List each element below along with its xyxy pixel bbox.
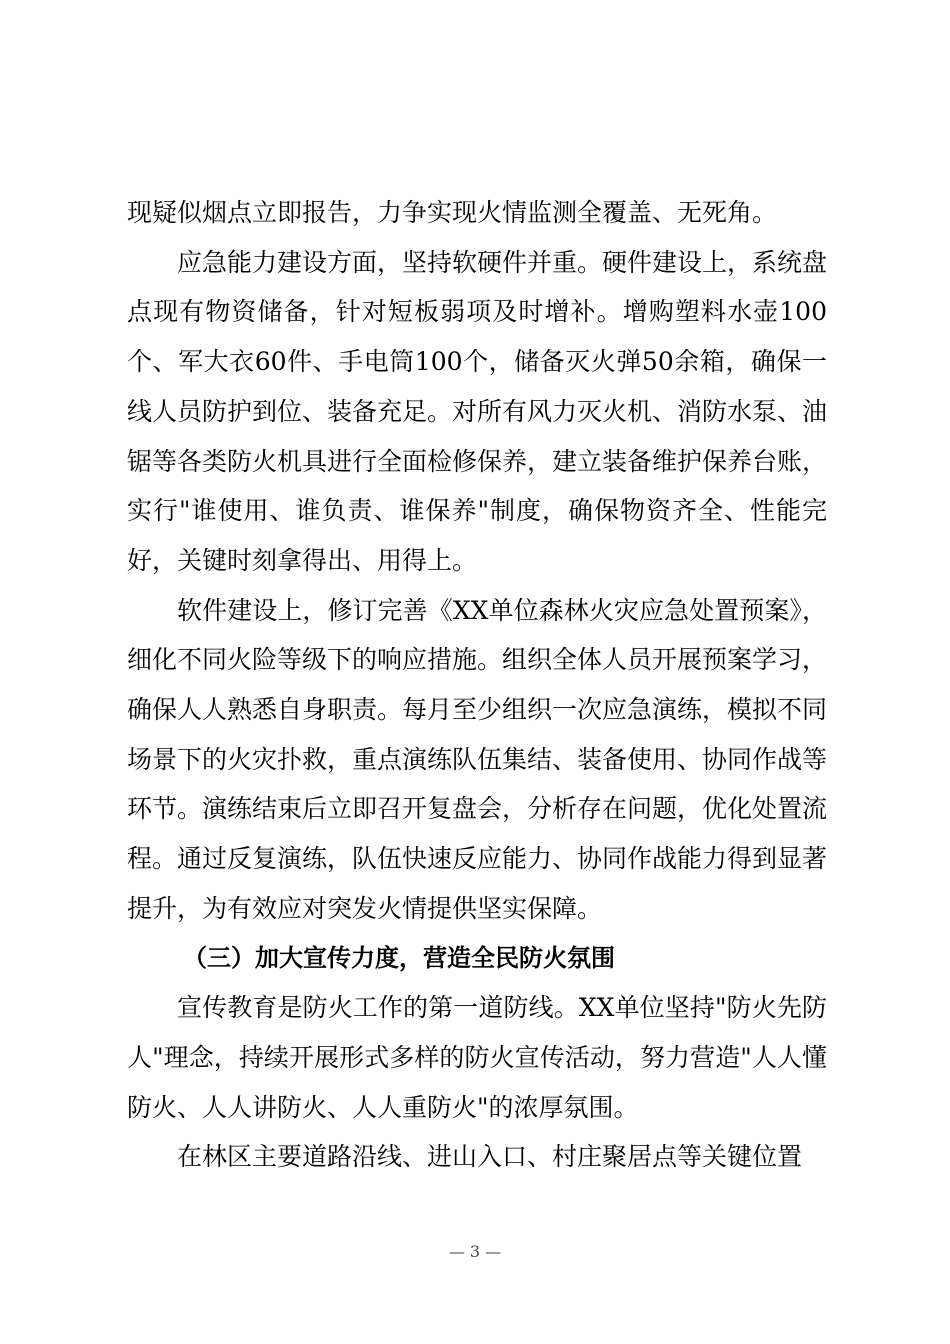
paragraph-publicity-education: 宣传教育是防火工作的第一道防线。XX单位坚持"防火先防人"理念，持续开展形式多样的防火宣传活动，努力营造"人人懂防火、人人讲防火、人人重防火"的浓厚氛围。 [127, 993, 827, 1122]
paragraph-continuation: 现疑似烟点立即报告，力争实现火情监测全覆盖、无死角。 [127, 198, 778, 227]
document-body [127, 188, 827, 1182]
page-number: — 3 — [448, 1242, 502, 1261]
paragraph-forest-roads: 在林区主要道路沿线、进山入口、村庄聚居点等关键位置 [177, 1142, 803, 1172]
paragraph-emergency-capacity: 应急能力建设方面，坚持软硬件并重。硬件建设上，系统盘点现有物资储备，针对短板弱项及时增补。增购塑料水壶100个、军大衣60件、手电筒100个，储备灭火弹50余箱，确保一线人员防护到位、装备充足。对所有风力灭火机、消防水泵、油锯等各类防火机具进行全面检修保养，建立装备维护保养台账，实行"谁使用、谁负责、谁保养"制度，确保物资齐全、性能完好，关键时刻拿得出、用得上。 [127, 247, 828, 575]
paragraph-software-construction: 软件建设上，修订完善《XX单位森林火灾应急处置预案》，细化不同火险等级下的响应措施。组织全体人员开展预案学习，确保人人熟悉自身职责。每月至少组织一次应急演练，模拟不同场景下的火灾扑救，重点演练队伍集结、装备使用、协同作战等环节。演练结束后立即召开复盘会，分析存在问题，优化处置流程。通过反复演练，队伍快速反应能力、协同作战能力得到显著提升，为有效应对突发火情提供坚实保障。 [127, 595, 828, 923]
section-heading: （三）加大宣传力度，营造全民防火氛围 [183, 943, 615, 972]
